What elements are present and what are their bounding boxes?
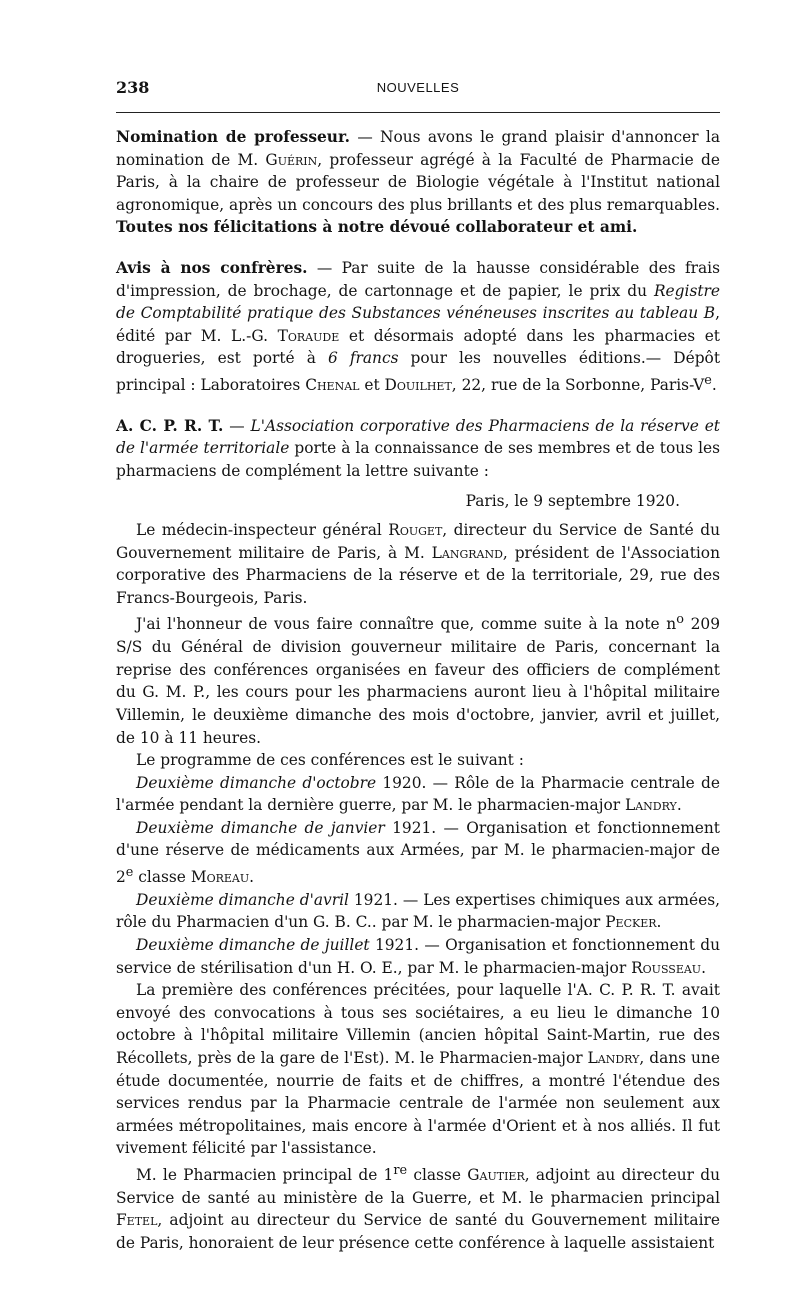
program-item: Deuxième dimanche d'octobre 1920. — Rôle de la Pharmacie centrale de l'armée pendant la dernière guerre, par M. le pharmacien-major Landry. xyxy=(116,773,720,815)
person-name: Guérin xyxy=(265,150,318,169)
running-title: NOUVELLES xyxy=(376,80,460,95)
association-name: L'Association corporative des Pharmaciens de la réserve et de l'armée territoriale xyxy=(116,416,720,458)
letter-body: J'ai l'honneur de vous faire connaître que, comme suite à la note $n^o$ 209 S/S du Général de division gouverneur militaire de Paris, concernant la reprise des conférences organisées en faveur des officiers de complément du G. M. P., les cours pour les pharmaciens auront lieu à l'hôpital militaire Villemin, le deuxième dimanche des mois d'octobre, janvier, avril et juillet, de 10 à 11 heures. xyxy=(116,612,720,747)
acprt-intro-paragraph: A. C. P. R. T. — L'Association corporative des Pharmaciens de la réserve et de l'armée territoriale porte à la connaissance de ses membres et de tous les pharmaciens de complément la lettre suivante : xyxy=(116,416,720,480)
person-name: Pecker xyxy=(605,913,657,932)
person-name: Langrand xyxy=(431,543,503,562)
letter-address: Le médecin-inspecteur général Rouget, directeur du Service de Santé du Gouvernement militaire de Paris, à M. Langrand, président de l'Association corporative des Pharmaciens de la réserve et de la territoriale, 29, rue des Francs-Bourgeois, Paris. xyxy=(116,521,720,607)
page-header xyxy=(116,78,720,102)
person-name: Landry xyxy=(625,796,677,815)
acprt-heading: A. C. P. R. T. xyxy=(116,416,224,435)
program-item: Deuxième dimanche de juillet 1921. — Organisation et fonctionnement du service de stérilisation d'un H. O. E., par M. le pharmacien-major Rousseau. xyxy=(116,935,720,977)
person-name: Rousseau xyxy=(631,958,702,977)
page-body xyxy=(116,126,720,1254)
person-name: Gautier xyxy=(467,1166,525,1185)
person-name: Rouget xyxy=(388,521,443,540)
program-item: Deuxième dimanche d'avril 1921. — Les expertises chimiques aux armées, rôle du Pharmacien d'un G. B. C.. par M. le pharmacien-major Pecker. xyxy=(116,890,720,932)
person-name: Landry xyxy=(587,1048,640,1067)
person-name: Douilhet xyxy=(384,376,452,395)
avis-heading: Avis à nos confrères. xyxy=(116,258,308,277)
person-name: Chenal xyxy=(305,376,360,395)
nomination-closing: Toutes nos félicitations à notre dévoué collaborateur et ami. xyxy=(116,218,638,237)
header-rule xyxy=(116,112,720,113)
person-name: Fetel xyxy=(116,1211,158,1230)
attendees-paragraph: M. le Pharmacien principal de 1re classe Gautier, adjoint au directeur du Service de santé au ministère de la Guerre, et M. le pharmacien principal Fetel, adjoint au directeur du Service de santé du Gouvernement militaire de Paris, honoraient de leur présence cette conférence à laquelle assistaient xyxy=(116,1162,720,1252)
person-name: Moreau xyxy=(190,868,250,887)
conference-report: La première des conférences précitées, pour laquelle l'A. C. P. R. T. avait envoyé des convocations à tous ses sociétaires, a eu lieu le dimanche 10 octobre à l'hôpital militaire Villemin (ancien hôpital Saint-Martin, rue des Récollets, près de la gare de l'Est). M. le Pharmacien-major Landry, dans une étude documentée, nourrie de faits et de chiffres, a montré l'étendue des services rendus par la Pharmacie centrale de l'armée non seulement aux armées métropolitaines, mais encore à l'armée d'Orient et à nos alliés. Il fut vivement félicité par l'assistance. xyxy=(116,981,720,1158)
nomination-heading: Nomination de professeur. xyxy=(116,128,351,146)
person-name: Toraude xyxy=(277,326,340,345)
avis-paragraph: Avis à nos confrères. — Par suite de la hausse considérable des frais d'impression, de brochage, de cartonnage et de papier, le prix du Registre de Comptabilité pratique des Substances vénéneuses inscrites au tableau B, édité par M. L.-G. Toraude et désormais adopté dans les pharmacies et drogueries, est porté à 6 francs pour les nouvelles éditions.— Dépôt principal : Laboratoires Chenal et Douilhet, 22, rue de la Sorbonne, Paris-Ve. xyxy=(116,258,721,395)
program-item: Deuxième dimanche de janvier 1921. — Organisation et fonctionnement d'une réserve de médicaments aux Armées, par M. le pharmacien-major de 2e classe Moreau. xyxy=(116,818,720,887)
registre-title: Registre de Comptabilité pratique des Substances vénéneuses inscrites au tableau B xyxy=(116,281,720,323)
price: 6 francs xyxy=(327,349,399,368)
program-intro: Le programme de ces conférences est le suivant : xyxy=(136,751,524,770)
nomination-paragraph: Nomination de professeur. — Nous avons le grand plaisir d'annoncer la nomination de M. Guérin, professeur agrégé à la Faculté de Pharmacie de Paris, à la chaire de professeur de Biologie végétale à l'Institut national agronomique, après un concours des plus brillants et des plus remarquables. Toutes nos félicitations à notre dévoué collaborateur et ami. xyxy=(116,128,720,237)
letter-date: Paris, le 9 septembre 1920. xyxy=(465,492,680,511)
page-number: 238 xyxy=(116,78,150,97)
